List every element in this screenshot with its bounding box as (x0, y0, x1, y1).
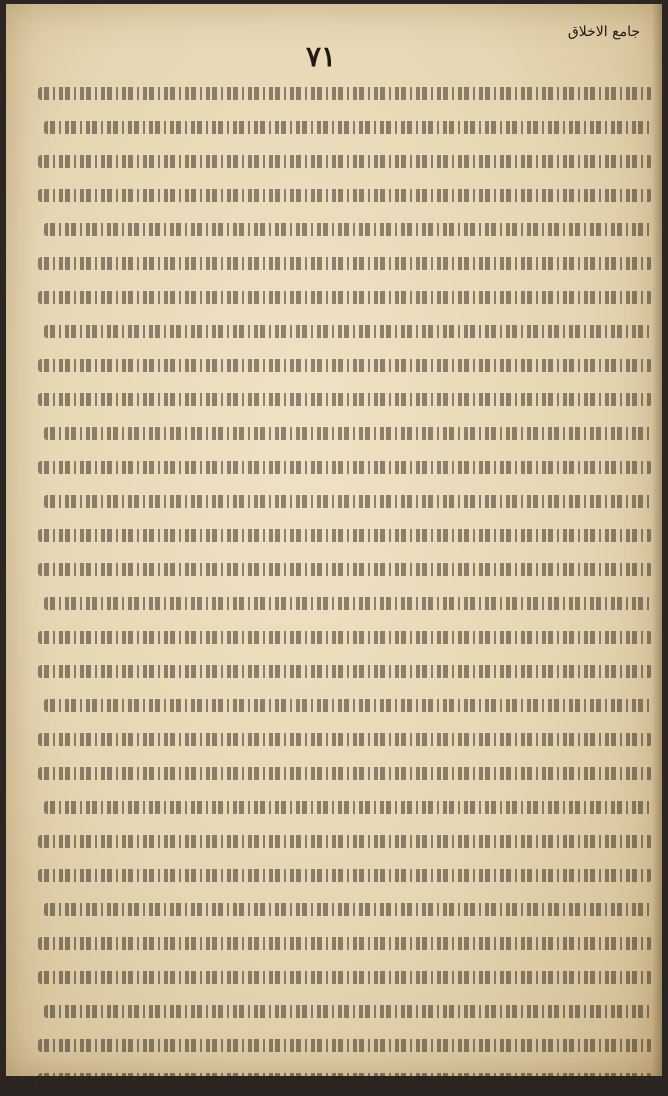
text-line (32, 246, 652, 280)
ink-stroke (44, 325, 652, 338)
ink-stroke (38, 87, 652, 100)
page-fold-shadow (652, 4, 662, 1076)
ink-stroke (38, 563, 652, 576)
ink-stroke (38, 529, 652, 542)
ink-stroke (38, 631, 652, 644)
ink-stroke (38, 733, 652, 746)
text-line (32, 552, 652, 586)
ink-stroke (38, 359, 652, 372)
page-number: ٧١ (306, 40, 337, 73)
text-line (32, 348, 652, 382)
text-line (32, 586, 652, 620)
ink-stroke (44, 801, 652, 814)
ink-stroke (44, 699, 652, 712)
body-text (32, 76, 652, 1056)
text-line (32, 722, 652, 756)
text-line (32, 280, 652, 314)
ink-stroke (38, 937, 652, 950)
ink-stroke (44, 597, 652, 610)
text-line (32, 926, 652, 960)
text-line (32, 790, 652, 824)
text-line (32, 212, 652, 246)
text-line (32, 484, 652, 518)
text-line (32, 1062, 652, 1096)
ink-stroke (38, 257, 652, 270)
text-line (32, 518, 652, 552)
text-line (32, 416, 652, 450)
text-line (32, 892, 652, 926)
text-line (32, 824, 652, 858)
ink-stroke (44, 121, 652, 134)
ink-stroke (38, 869, 652, 882)
text-line (32, 654, 652, 688)
ink-stroke (44, 1005, 652, 1018)
text-line (32, 76, 652, 110)
ink-stroke (38, 767, 652, 780)
text-line (32, 382, 652, 416)
text-line (32, 688, 652, 722)
ink-stroke (38, 1039, 652, 1052)
ink-stroke (38, 189, 652, 202)
ink-stroke (38, 393, 652, 406)
ink-stroke (44, 223, 652, 236)
text-line (32, 314, 652, 348)
ink-stroke (44, 495, 652, 508)
ink-stroke (38, 835, 652, 848)
text-line (32, 858, 652, 892)
page-header (6, 4, 662, 74)
text-line (32, 110, 652, 144)
ink-stroke (38, 971, 652, 984)
text-line (32, 960, 652, 994)
text-line (32, 994, 652, 1028)
text-line (32, 620, 652, 654)
ink-stroke (38, 461, 652, 474)
text-line (32, 1028, 652, 1062)
book-page (6, 4, 662, 1076)
ink-stroke (44, 903, 652, 916)
ink-stroke (38, 665, 652, 678)
text-line (32, 756, 652, 790)
running-head: جامع الاخلاق (567, 24, 640, 40)
text-line (32, 450, 652, 484)
ink-stroke (44, 427, 652, 440)
ink-stroke (38, 155, 652, 168)
text-line (32, 178, 652, 212)
ink-stroke (38, 291, 652, 304)
text-line (32, 144, 652, 178)
